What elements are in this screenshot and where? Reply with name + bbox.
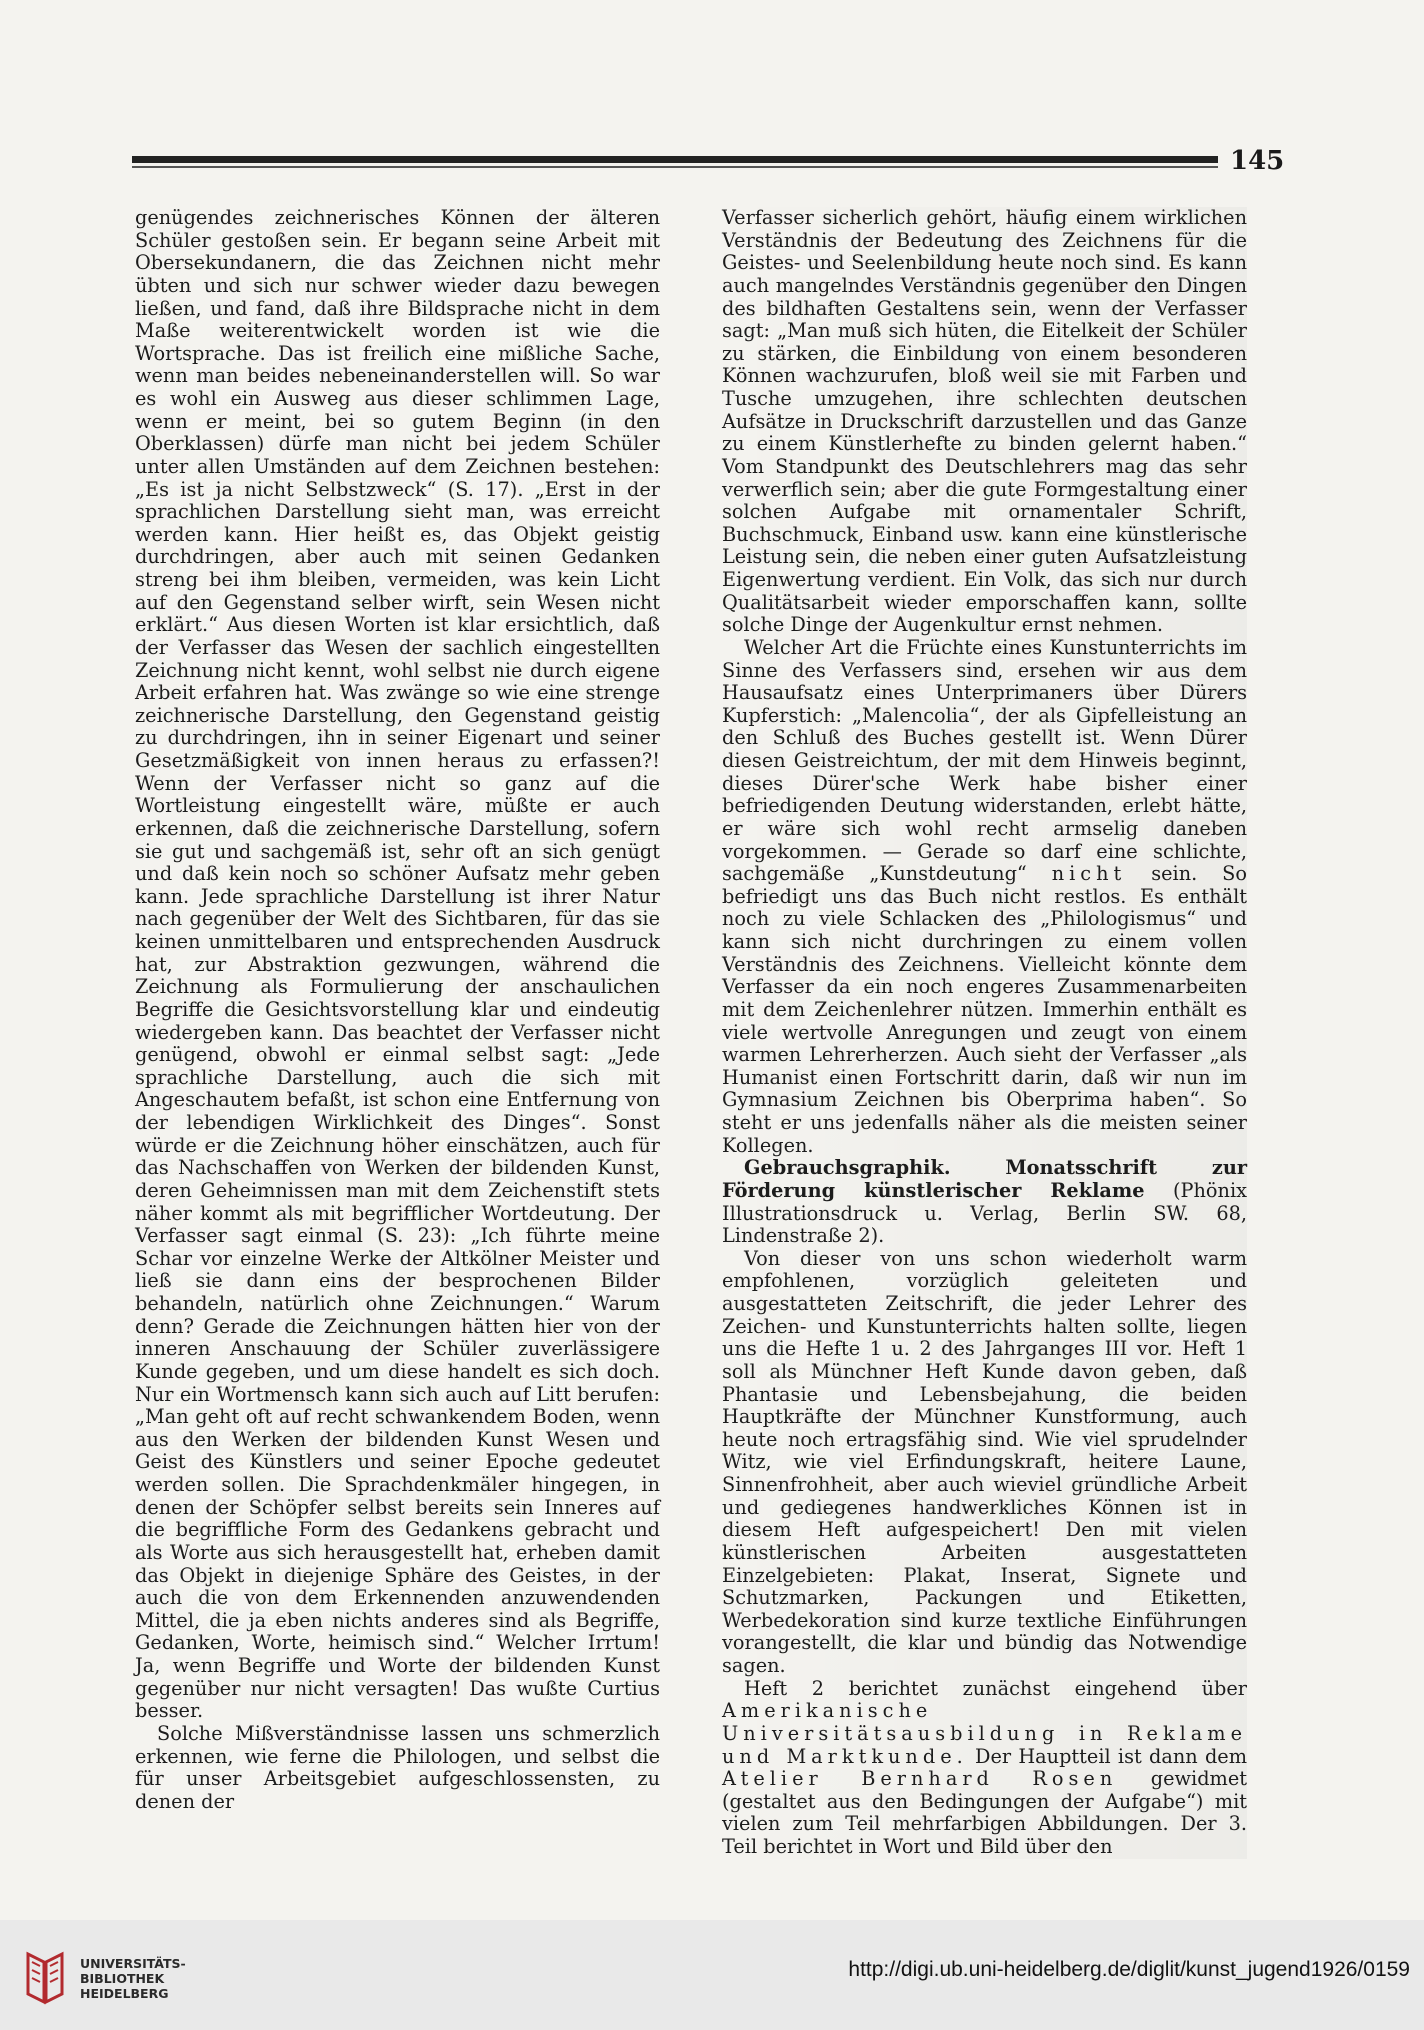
right-paragraph-2-start: Welcher Art die Früchte eines Kunstunterrichts im Sinne des Verfassers sind, ersehen wir aus dem Hausaufsatz eines Unterprimaners über Dürers Kupferstich: „Malencolia“, der als Gipfelleistung an den Schluß des Buches gestellt ist. Wenn Dürer diesen Geistreichtum, der mit dem Hinweis beginnt, dieses Dürer'sche Werk habe bisher einer befriedigenden Deutung widerstanden, erlebt hätte, er wäre sich wohl recht armselig daneben vorgekommen. — Gerade so darf eine schlichte, sachgemäße „Kunstdeutung“ [722, 635, 1247, 886]
header-rule [132, 156, 1218, 163]
emphasis-nicht: nicht [1051, 862, 1127, 886]
right-paragraph-4-start: Heft 2 berichtet zunächst eingehend über [744, 1676, 1247, 1700]
emphasis-amerikanische-ausbildung: Amerikanische Universitätsausbildung in Reklame und Marktkunde. [722, 1699, 1247, 1768]
footer-bar [0, 1920, 1424, 2030]
right-paragraph-4 [722, 1678, 1247, 1859]
right-paragraph-4-middle: Der Hauptteil ist dann dem [975, 1744, 1247, 1768]
page-number: 145 [1230, 146, 1285, 176]
right-paragraph-2 [722, 637, 1247, 1157]
right-paragraph-3: Von dieser von uns schon wiederholt warm empfohlenen, vorzüglich geleiteten und ausgestatteten Zeitschrift, die jeder Lehrer des Zeichen- und Kunstunterrichts halten sollte, liegen uns die Hefte 1 u. 2 des Jahrganges III vor. Heft 1 soll als Münchner Heft Kunde davon geben, daß Phantasie und Lebensbejahung, die beiden Hauptkräfte der Münchner Kunstformung, auch heute noch ertragsfähig sind. Wie viel sprudelnder Witz, wie viel Erfindungskraft, heitere Laune, Sinnenfrohheit, aber auch wieviel gründliche Arbeit und gediegenes handwerkliches Können ist in diesem Heft aufgespeichert! Den mit vielen künstlerischen Arbeiten ausgestatteten Einzelgebieten: Plakat, Inserat, Signete und Schutzmarken, Packungen und Etiketten, Werbedekoration sind kurze textliche Einführungen vorangestellt, die klar und bündig das Notwendige sagen. [722, 1246, 1247, 1677]
emphasis-atelier: Atelier Bernhard Rosen [722, 1767, 1118, 1791]
left-column [135, 207, 660, 1813]
right-paragraph-1: Verfasser sicherlich gehört, häufig einem wirklichen Verständnis der Bedeutung des Zeichnens für die Geistes- und Seelenbildung heute noch sind. Es kann auch mangelndes Verständnis gegenüber den Dingen des bildhaften Gestaltens sein, wenn der Verfasser sagt: „Man muß sich hüten, die Eitelkeit der Schüler zu stärken, die Einbildung von einem besonderen Können wachzurufen, bloß weil sie mit Farben und Tusche umzugehen, ihre schlechten deutschen Aufsätze in Druckschrift darzustellen und das Ganze zu einem Künstlerhefte zu binden gelernt haben.“ Vom Standpunkt des Deutschlehrers mag das sehr verwerflich sein; aber die gute Formgestaltung einer solchen Aufgabe mit ornamentaler Schrift, Buchschmuck, Einband usw. kann eine künstlerische Leistung sein, die neben einer guten Aufsatzleistung Eigenwertung verdient. Ein Volk, das sich nur durch Qualitätsarbeit wieder emporschaffen kann, sollte solche Dinge der Augenkultur ernst nehmen. [722, 206, 1247, 637]
review-publisher: (Phönix Illustrationsdruck u. Verlag, Berlin SW. 68, Lindenstraße 2). [722, 1178, 1247, 1248]
header-rule-thin [132, 166, 1218, 168]
library-name [80, 1956, 186, 2001]
library-name-line2: BIBLIOTHEK [80, 1971, 165, 1986]
review-title: Gebrauchsgraphik. Monatsschrift zur Förderung künstlerischer Reklame [722, 1156, 1247, 1202]
right-column [722, 207, 1247, 1859]
source-url-link[interactable]: http://digi.ub.uni-heidelberg.de/diglit/kunst_jugend1926/0159 [848, 1958, 1410, 1981]
left-paragraph-1: genügendes zeichnerisches Können der älteren Schüler gestoßen sein. Er begann seine Arbeit mit Obersekundanern, die das Zeichnen nicht mehr übten und sich nur schwer wieder dazu bewegen ließen, und fand, daß ihre Bildsprache nicht in dem Maße weiterentwickelt worden ist wie die Wortsprache. Das ist freilich eine mißliche Sache, wenn man beides nebeneinanderstellen will. So war es wohl ein Ausweg aus dieser schlimmen Lage, wenn er meint, bei so gutem Beginn (in den Oberklassen) dürfe man nicht bei jedem Schüler unter allen Umständen auf dem Zeichnen bestehen: „Es ist ja nicht Selbstzweck“ (S. 17). „Erst in der sprachlichen Darstellung sieht man, was erreicht werden kann. Hier heißt es, das Objekt geistig durchdringen, aber auch mit seinen Gedanken streng bei ihm bleiben, vermeiden, was kein Licht auf den Gegenstand selber wirft, sein Wesen nicht erklärt.“ Aus diesen Worten ist klar ersichtlich, daß der Verfasser das Wesen der sachlich eingestellten Zeichnung nicht kennt, wohl selbst nie durch eigene Arbeit erfahren hat. Was zwänge so wie eine strenge zeichnerische Darstellung, den Gegenstand geistig zu durchdringen, ihn in seiner Eigenart und seiner Gesetzmäßigkeit von innen heraus zu erfassen?! Wenn der Verfasser nicht so ganz auf die Wortleistung eingestellt wäre, müßte er auch erkennen, daß die zeichnerische Darstellung, sofern sie gut und sachgemäß ist, sehr oft an sich genügt und daß kein noch so schöner Aufsatz mehr geben kann. Jede sprachliche Darstellung ist ihrer Natur nach gegenüber der Welt des Sichtbaren, für das sie keinen unmittelbaren und entsprechenden Ausdruck hat, zur Abstraktion gezwungen, während die Zeichnung als Formulierung der anschaulichen Begriffe die Gesichtsvorstellung klar und eindeutig wiedergeben kann. Das beachtet der Verfasser nicht genügend, obwohl er einmal selbst sagt: „Jede sprachliche Darstellung, auch die sich mit Angeschautem befaßt, ist schon eine Entfernung von der lebendigen Wirklichkeit des Dinges“. Sonst würde er die Zeichnung höher einschätzen, auch für das Nachschaffen von Werken der bildenden Kunst, deren Geheimnissen man mit dem Zeichenstift stets näher kommt als mit begrifflicher Wortdeutung. Der Verfasser sagt einmal (S. 23): „Ich führte meine Schar vor einzelne Werke der Altkölner Meister und ließ sie dann eins der besprochenen Bilder behandeln, natürlich ohne Zeichnungen.“ Warum denn? Gerade die Zeichnungen hätten hier von der inneren Anschauung der Schüler zuverlässigere Kunde gegeben, und um diese handelt es sich doch. Nur ein Wortmensch kann sich auch auf Litt berufen: „Man geht oft auf recht schwankendem Boden, wenn aus den Werken der bildenden Kunst Wesen und Geist des Künstlers und seiner Epoche gedeutet werden sollen. Die Sprachdenkmäler hingegen, in denen der Schöpfer selbst bereits sein Inneres auf die begriffliche Form des Gedankens gebracht und als Worte aus sich herausgestellt hat, erheben damit das Objekt in diejenige Sphäre des Geistes, in der auch die von dem Erkennenden anzuwendenden Mittel, die ja eben nichts anderes sind als Begriffe, Gedanken, Worte, heimisch sind.“ Welcher Irrtum! Ja, wenn Begriffe und Worte der bildenden Kunst gegenüber nur nicht versagten! Das wußte Curtius besser. [135, 206, 660, 1723]
review-heading [722, 1157, 1247, 1248]
right-paragraph-4-end: gewidmet (gestaltet aus den Bedingungen der Aufgabe“) mit vielen zum Teil mehrfarbigen Abbildungen. Der 3. Teil berichtet in Wort und Bild über den [722, 1767, 1247, 1858]
library-name-line1: UNIVERSITÄTS- [80, 1956, 186, 1971]
library-logo-icon [22, 1948, 72, 2006]
library-name-line3: HEIDELBERG [80, 1986, 169, 2001]
left-paragraph-2: Solche Mißverständnisse lassen uns schmerzlich erkennen, wie ferne die Philologen, und selbst die für unser Arbeitsgebiet aufgeschlossensten, zu denen der [135, 1721, 660, 1813]
right-paragraph-2-end: sein. So befriedigt uns das Buch nicht restlos. Es enthält noch zu viele Schlacken des „Philologismus“ und kann sich nicht durchringen zu einem vollen Verständnis des Zeichnens. Vielleicht könnte dem Verfasser da ein noch engeres Zusammenarbeiten mit dem Zeichenlehrer nützen. Immerhin enthält es viele wertvolle Anregungen und zeugt von einem warmen Lehrerherzen. Auch sieht der Verfasser „als Humanist einen Fortschritt darin, daß wir nun im Gymnasium Zeichnen bis Oberprima haben“. So steht er uns jedenfalls näher als die meisten seiner Kollegen. [722, 862, 1247, 1157]
